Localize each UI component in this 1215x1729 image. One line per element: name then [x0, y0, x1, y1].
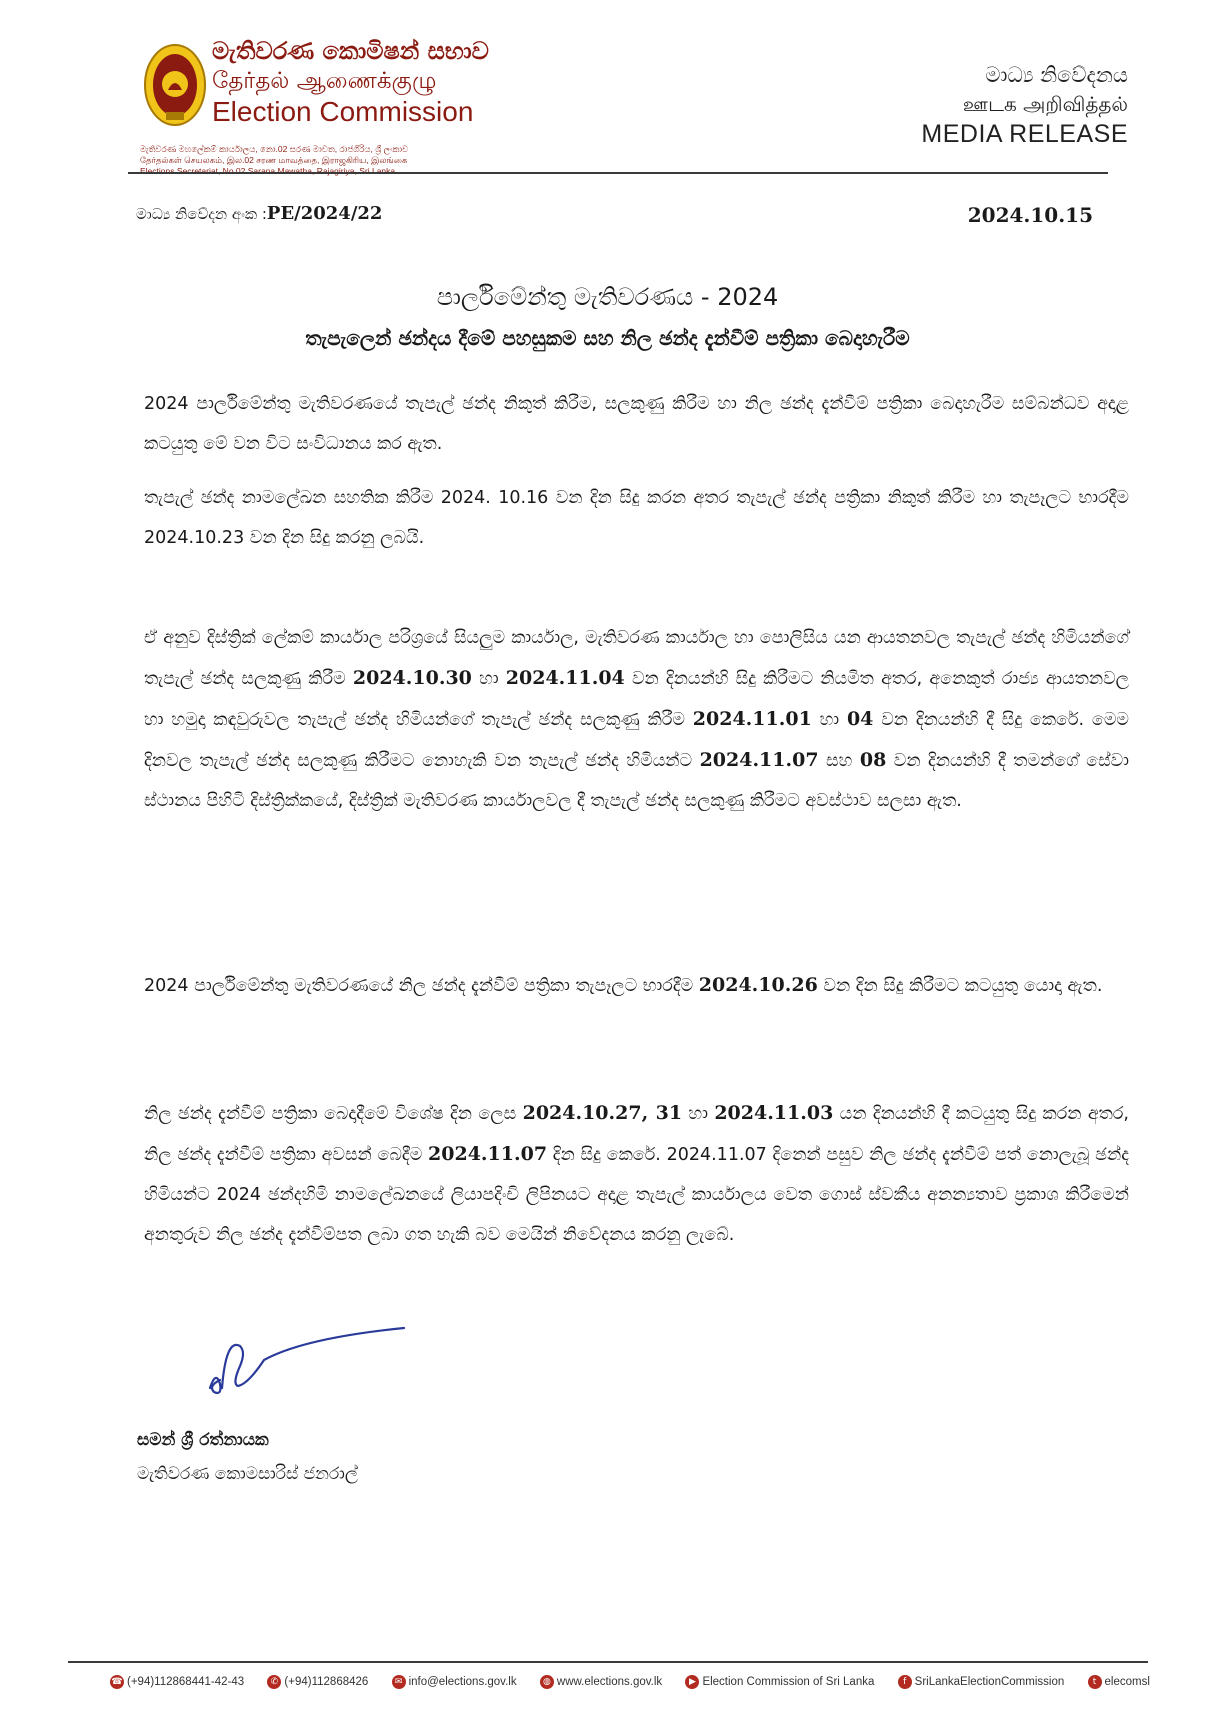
youtube-link[interactable]: Election Commission of Sri Lanka: [702, 1676, 875, 1688]
footer-website[interactable]: [540, 1675, 662, 1689]
footer-twitter[interactable]: [1088, 1675, 1150, 1689]
signatory-name: සමන් ශ්‍රී රත්නායක: [137, 1430, 269, 1450]
handwritten-signature: [200, 1318, 410, 1408]
release-reference: [136, 203, 382, 224]
release-sinhala: මාධ්‍ය නිවේදනය: [985, 63, 1128, 87]
youtube-icon: ▶: [685, 1675, 699, 1689]
phone-number: (+94)112868441-42-43: [127, 1676, 245, 1688]
text: හා: [471, 669, 506, 689]
date-bold: 2024.11.01: [692, 708, 812, 730]
footer-youtube[interactable]: [685, 1675, 874, 1689]
date-bold: 04: [846, 708, 874, 730]
address-tamil: தேர்தல்கள் செயலகம், இல.02 சரண மாவத்தை, இராஜகிரிய, இலங்கை: [140, 155, 408, 165]
twitter-link[interactable]: elecomsl: [1104, 1676, 1150, 1688]
email-link[interactable]: info@elections.gov.lk: [408, 1676, 517, 1688]
org-name-english: Election Commission: [212, 96, 474, 127]
text: 2024 පාර්ලිමේන්තු මැතිවරණයේ නිල ඡන්ද දැන්වීම් පත්‍රිකා තැපෑලට භාරදීම: [144, 976, 699, 996]
facebook-link[interactable]: SriLankaElectionCommission: [914, 1676, 1065, 1688]
footer-email[interactable]: [392, 1675, 517, 1689]
header-divider: [128, 172, 1108, 174]
twitter-icon: t: [1088, 1675, 1102, 1689]
date-bold: 2024.11.03: [714, 1102, 834, 1124]
date-bold: 2024.11.04: [505, 667, 625, 689]
organisation-name: [212, 36, 632, 128]
text: දින සිදු කෙරේ. 2024.11.07 දිනෙන් පසුව නිල ඡන්ද දැන්වීම් පත් නොලැබූ ඡන්ද හිමියන්ට 2024 ඡන්දහිමි නාමලේඛනයේ ලියාපදිංචි ලිපිනයට අදාළ තැපැල් කාර්යාලය වෙත ගොස් ස්වකීය අනන්‍යතාව ප්‍රකාශ කිරීමෙන් අනතුරුව නිල ඡන්ද දැන්වීම්පත ලබා ගත හැකි බව මෙයින් නිවේදනය කරනු ලැබේ.: [144, 1145, 1130, 1245]
paragraph-5: [144, 1093, 1129, 1255]
text: වන දිනයන්හි දී තමන්ගේ සේවා ස්ථානය පිහිටි දිස්ත්‍රික්කයේ, දිස්ත්‍රික් මැතිවරණ කාර්යාලවල දී තැපැල් ඡන්ද සලකුණු කිරීමට අවස්ථාව සලසා ඇත.: [144, 751, 1129, 811]
footer-fax: [267, 1675, 368, 1689]
date-bold: 2024.10.27, 31: [522, 1102, 683, 1124]
text: සහ: [818, 751, 860, 771]
date-bold: 2024.11.07: [428, 1143, 548, 1165]
paragraph-1: 2024 පාර්ලිමේන්තු මැතිවරණයේ තැපැල් ඡන්ද නිකුත් කිරීම, සලකුණු කිරීම හා නිල ඡන්ද දැන්වීම් පත්‍රිකා බෙදාහැරීම සම්බන්ධව අදාළ කටයුතු මේ වන විට සංවිධානය කර ඇත.: [144, 394, 1129, 454]
text: වන දිනයන්හි සිදු කිරීමට නියමිත අතර, අනෙකුත් රාජ්‍ය ආයතනවල හා හමුදා කඳවුරුවල තැපැල් ඡන්ද හිමියන්ගේ තැපැල් ඡන්ද සලකුණු කිරීම: [144, 669, 1130, 730]
page-title: පාර්ලිමේන්තු මැතිවරණය - 2024: [436, 283, 779, 311]
release-type: [868, 60, 1128, 150]
national-emblem-icon: [142, 40, 208, 130]
reference-label: මාධ්‍ය නිවේදන අංක :: [136, 205, 267, 223]
date-bold: 2024.11.07: [699, 749, 819, 771]
org-name-tamil: தேர்தல் ஆணைக்குழு: [212, 68, 437, 94]
facebook-icon: f: [898, 1675, 912, 1689]
org-name-sinhala: මැතිවරණ කොමිෂන් සභාව: [212, 37, 489, 65]
globe-icon: ◍: [540, 1675, 554, 1689]
footer-phone: [110, 1675, 244, 1689]
text: වන දින සිදු කිරීමට කටයුතු යොදා ඇත.: [817, 976, 1103, 996]
release-english: MEDIA RELEASE: [921, 120, 1128, 148]
text: වන දිනයන්හි දී සිදු කෙරේ. මෙම දිනවල තැපැල් ඡන්ද සලකුණු කිරීමට නොහැකි වන තැපැල් ඡන්ද හිමියන්ට: [144, 710, 1129, 771]
reference-number: PE/2024/22: [266, 203, 383, 224]
date-bold: 08: [859, 749, 887, 771]
contact-footer: [110, 1670, 1150, 1694]
paragraph-3: [144, 618, 1129, 821]
text: නිල ඡන්ද දැන්වීම් පත්‍රිකා බෙදාදීමේ විශේෂ දින ලෙස: [144, 1104, 523, 1124]
website-link[interactable]: www.elections.gov.lk: [556, 1676, 663, 1688]
page-subtitle: තැපැලෙන් ඡන්දය දීමේ පහසුකම සහ නිල ඡන්ද දැන්වීම් පත්‍රිකා බෙදාහැරීම: [305, 326, 910, 350]
fax-number: (+94)112868426: [284, 1676, 369, 1688]
phone-icon: ☎: [111, 1677, 123, 1687]
fax-icon: ✆: [267, 1675, 281, 1689]
address-english: Elections Secretariat, No.02 Sarana Mawatha, Rajagiriya, Sri Lanka: [140, 166, 396, 176]
footer-divider: [68, 1661, 1148, 1663]
release-date: 2024.10.15: [967, 203, 1093, 227]
letterhead: [128, 32, 1128, 176]
date-bold: 2024.10.26: [698, 974, 818, 996]
text: හා: [811, 710, 847, 730]
signatory-title: මැතිවරණ කොමසාරිස් ජනරාල්: [137, 1464, 358, 1484]
text: ඒ අනුව දිස්ත්‍රික් ලේකම් කාර්යාල පරිශ්‍රයේ සියලුම කාර්යාල, මැතිවරණ කාර්යාල හා පොලිසිය යන ආයතනවල තැපැල් ඡන්ද හිමියන්ගේ තැපැල් ඡන්ද සලකුණු කිරීම: [144, 628, 1129, 689]
date-bold: 2024.10.30: [352, 667, 472, 689]
address-sinhala: මැතිවරණ මහලේකම් කාර්යාලය, නො.02 සරණ මාවත, රාජගිරිය, ශ්‍රී ලංකාව: [140, 144, 409, 154]
paragraph-2: තැපැල් ඡන්ද නාමලේඛන සහතික කිරීම 2024. 10.16 වන දින සිදු කරන අතර තැපැල් ඡන්ද පත්‍රිකා නිකුත් කිරීම හා තැපෑලට භාරදීම 2024.10.23 වන දින සිදු කරනු ලබයි.: [144, 488, 1129, 548]
footer-facebook[interactable]: [898, 1675, 1065, 1689]
email-icon: ✉: [392, 1675, 406, 1689]
paragraph-4: [144, 965, 1129, 1006]
release-tamil: ஊடக அறிவித்தல்: [962, 92, 1128, 116]
text: හා: [682, 1104, 715, 1124]
text: යන දිනයන්හි දී කටයුතු සිදු කරන අතර, නිල ඡන්ද දැන්වීම් පත්‍රිකා අවසන් බෙදීම: [144, 1104, 1129, 1165]
